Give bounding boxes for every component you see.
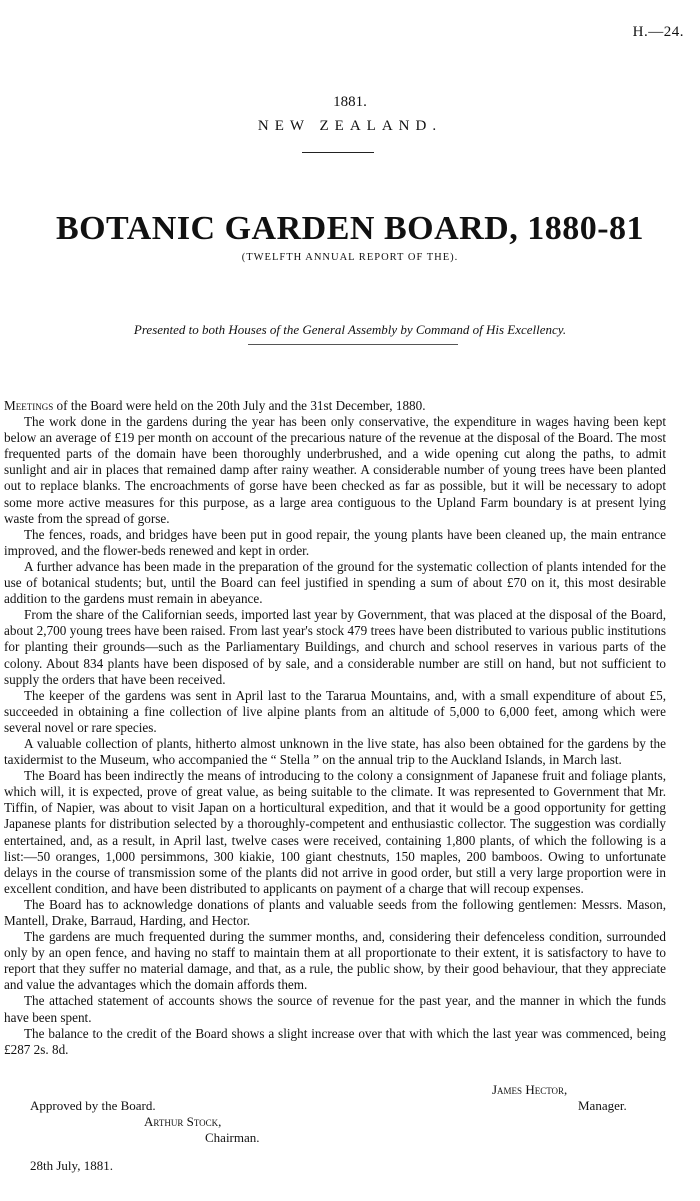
paragraph: A further advance has been made in the preparation of the ground for the systematic collection of plants intended for the use of botanical students; but, until the Board can feel justified in spending a sum of about £70 on it, this most desirable addition to the gardens must remain in abeyance. [4,558,666,607]
paragraph: From the share of the Californian seeds, imported last year by Government, that was placed at the disposal of the Board, about 2,700 young trees have been raised. From last year's stock 479 trees have been distributed to various public institutions for planting their grounds—such as the Parliamentary Buildings, and church and school reserves in various parts of the colony. About 834 plants have been disposed of by sale, and a considerable number are still on hand, but not sufficient to supply the orders that have been received. [4,607,666,687]
manager-title: Manager. [578,1098,627,1113]
chairman-signature: Arthur Stock, [144,1114,222,1129]
paragraph: The fences, roads, and bridges have been put in good repair, the young plants have been cleaned up, the main entrance improved, and the flower-beds renewed and kept in order. [4,526,666,558]
document-title: BOTANIC GARDEN BOARD, 1880-81 [55,210,645,247]
document-year: 1881. [333,94,367,110]
paragraph: A valuable collection of plants, hitherto almost unknown in the live state, has also been obtained for the gardens by the taxidermist to the Museum, who accompanied the “ Stella ” on the annual trip to the Auckland Islands, in March last. [4,735,666,768]
paragraph: The keeper of the gardens was sent in April last to the Tararua Mountains, and, with a small expenditure of about £5, succeeded in obtaining a fine collection of live alpine plants from an altitude of 5,000 to 6,000 feet, among which were several novel or rare species. [4,687,666,735]
manager-signature: James Hector, [492,1082,568,1097]
header-divider [302,152,374,153]
paragraph: The work done in the gardens during the year has been only conservative, the expenditure in wages having been kept below an average of £19 per month on account of the precarious nature of the revenue at the disposal of the Board. The most frequented parts of the domain have been thoroughly underbrushed, and a wide opening cut along the paths, to admit sunlight and air in places that remained damp after rainy weather. A considerable number of young trees have been planted out to replace blanks. The encroachments of gorse have been checked as far as possible, but it will be necessary to adopt some more active measures for this purpose, as a large area contiguous to the Upland Farm boundary is at present lying waste from the spread of gorse. [4,414,666,526]
presentation-line: Presented to both Houses of the General Assembly by Command of His Excellency. [133,322,567,337]
paragraph: The Board has been indirectly the means of introducing to the colony a consignment of Japanese fruit and foliage plants, which will, it is expected, prove of great value, as being suitable to the climate. It was represented to Government that Mr. Tiffin, of Napier, was about to visit Japan on a horticultural expedition, and that it would be a good opportunity for getting Japanese plants for distribution selected by a thoroughly-competent and enthusiastic collector. The suggestion was cordially entertained, and, as a result, in April last, twelve cases were received, containing 1,800 plants, of which the following is a list:—50 oranges, 1,000 persimmons, 300 kiakie, 100 giant chestnuts, 150 maples, 200 bamboos. Owing to unfortunate delays in the course of transmission some of the plants did not arrive in good order, but still a very large proportion were in excellent condition, and have been distributed to applicants on payment of a charge that will recoup expenses. [4,768,666,896]
document-reference: H.—24. [632,24,684,40]
presentation-divider [248,344,458,345]
report-body [4,398,666,1058]
paragraph [4,398,666,414]
paragraph: The gardens are much frequented during the summer months, and, considering their defenceless condition, surrounded only by an open fence, and having no staff to maintain them at all proportionate to their extent, it is satisfactory to have to report that they suffer no material damage, and that, as a rule, the public show, by their good behaviour, that they appreciate and value the advantages which the domain affords them. [4,929,666,993]
chairman-title: Chairman. [205,1130,260,1145]
paragraph: The balance to the credit of the Board shows a slight increase over that with which the last year was commenced, being £287 2s. 8d. [4,1025,666,1057]
paragraph-lead: Meetings [4,398,54,413]
paragraph-text: of the Board were held on the 20th July and the 31st December, 1880. [53,398,426,413]
document-date: 28th July, 1881. [30,1158,113,1173]
country-heading: NEW ZEALAND. [257,118,443,134]
paragraph: The Board has to acknowledge donations of plants and valuable seeds from the following gentlemen: Messrs. Mason, Mantell, Drake, Barraud, Harding, and Hector. [4,896,666,928]
approval-line: Approved by the Board. [30,1098,156,1113]
paragraph: The attached statement of accounts shows the source of revenue for the past year, and the manner in which the funds have been spent. [4,993,666,1025]
document-subtitle: (TWELFTH ANNUAL REPORT OF THE). [241,252,459,263]
